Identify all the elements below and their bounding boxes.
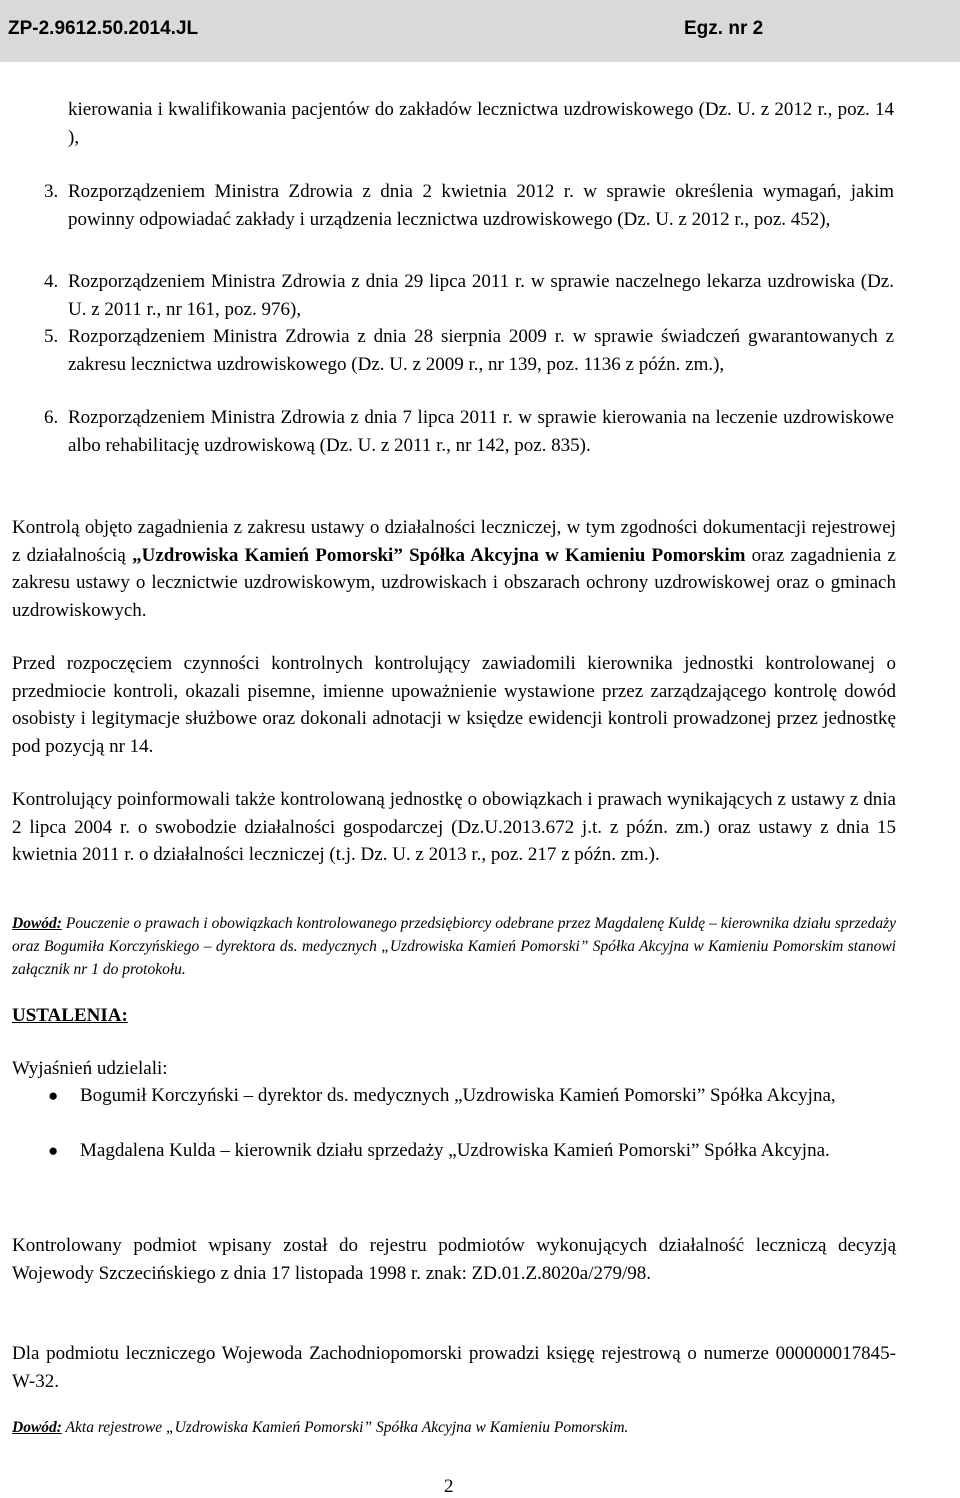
heading-text: USTALENIA: [12, 1005, 128, 1026]
list-item-number: 6. [44, 407, 59, 428]
paragraph-registry [12, 1232, 896, 1287]
list-item-text: Rozporządzeniem Ministra Zdrowia z dnia 7 lipca 2011 r. w sprawie kierowania na leczenie uzdrowiskowe albo rehabilitację uzdrowiskową (Dz. U. z 2011 r., nr 142, poz. 835). [68, 407, 894, 456]
paragraph-control-start [12, 650, 896, 760]
document-reference: ZP-2.9612.50.2014.JL [8, 18, 199, 39]
list-item-number: 5. [44, 326, 59, 347]
evidence-label: Dowód: [12, 915, 62, 932]
paragraph-text: Dla podmiotu leczniczego Wojewoda Zachodniopomorski prowadzi księgę rejestrową o numerze 000000017845-W-32. [12, 1343, 896, 1392]
label-text: Wyjaśnień udzielali: [12, 1058, 168, 1079]
list-item [48, 1082, 894, 1110]
paragraph-text: Przed rozpoczęciem czynności kontrolnych kontrolujący zawiadomili kierownika jednostki kontrolowanej o przedmiocie kontroli, okazali pisemne, imienne upoważnienie wystawione przez zarządzającego kontrolę dowód osobisty i legitymacje służbowe oraz dokonali adnotacji w księdze ewidencji kontroli prowadzonej przez jednostkę pod pozycją nr 14. [12, 653, 896, 757]
list-item-text: Magdalena Kulda – kierownik działu sprzedaży „Uzdrowiska Kamień Pomorski” Spółka Akcyjna. [80, 1140, 830, 1161]
page-number: 2 [444, 1476, 454, 1497]
list-item-continuation [68, 96, 894, 151]
bullet-icon: ● [48, 1141, 59, 1160]
findings-heading [12, 1002, 896, 1030]
evidence-text: Pouczenie o prawach i obowiązkach kontrolowanego przedsiębiorcy odebrane przez Magdalenę Kuldę – kierownika działu sprzedaży oraz Bogumiła Korczyńskiego – dyrektora ds. medycznych „Uzdrowiska Kamień Pomorski” Spółka Akcyjna w Kamieniu Pomorskim stanowi załącznik nr 1 do protokołu. [12, 915, 896, 978]
paragraph-control-scope [12, 514, 896, 624]
list-item-text: Rozporządzeniem Ministra Zdrowia z dnia 28 sierpnia 2009 r. w sprawie świadczeń gwarantowanych z zakresu lecznictwa uzdrowiskowego (Dz. U. z 2009 r., nr 139, poz. 1136 z późn. zm.), [68, 326, 894, 375]
list-item [48, 1137, 894, 1165]
list-item-text: Rozporządzeniem Ministra Zdrowia z dnia 2 kwietnia 2012 r. w sprawie określenia wymagań, jakim powinny odpowiadać zakłady i urządzenia lecznictwa uzdrowiskowego (Dz. U. z 2012 r., poz. 452), [68, 181, 894, 230]
bullet-icon: ● [48, 1086, 59, 1105]
explanations-label [12, 1055, 896, 1083]
paragraph-text: oraz zagadnienia z zakresu ustawy o lecznictwie uzdrowiskowym, uzdrowiskach i obszarach ochrony uzdrowiskowej oraz o gminach uzdrowiskowych. [12, 544, 896, 621]
list-item [44, 404, 894, 459]
entity-name: „Uzdrowiska Kamień Pomorski” Spółka Akcyjna w Kamieniu Pomorskim [132, 544, 746, 566]
list-item-text: kierowania i kwalifikowania pacjentów do zakładów lecznictwa uzdrowiskowego (Dz. U. z 2012 r., poz. 14 ), [68, 99, 894, 148]
paragraph-register-book [12, 1340, 896, 1395]
page-header [0, 0, 960, 62]
list-item-text: Bogumił Korczyński – dyrektor ds. medycznych „Uzdrowiska Kamień Pomorski” Spółka Akcyjna, [80, 1085, 836, 1106]
list-item [44, 268, 894, 323]
paragraph-text: Kontrolujący poinformowali także kontrolowaną jednostkę o obowiązkach i prawach wynikających z ustawy z dnia 2 lipca 2004 r. o swobodzie działalności gospodarczej (Dz.U.2013.672 j.t. z późn. zm.) oraz ustawy z dnia 15 kwietnia 2011 r. o działalności leczniczej (t.j. Dz. U. z 2013 r., poz. 217 z późn. zm.). [12, 789, 896, 865]
evidence-text: Akta rejestrowe „Uzdrowiska Kamień Pomorski” Spółka Akcyjna w Kamieniu Pomorskim. [61, 1419, 629, 1436]
evidence-label: Dowód: [12, 1419, 62, 1436]
list-item [44, 323, 894, 378]
paragraph-text: Kontrolą objęto zagadnienia z zakresu ustawy o działalności leczniczej, w tym zgodności dokumentacji rejestrowej z działalnością [12, 517, 896, 566]
evidence-note [12, 912, 896, 981]
copy-number: Egz. nr 2 [684, 18, 764, 39]
list-item-number: 4. [44, 271, 59, 292]
list-item-number: 3. [44, 181, 59, 202]
paragraph-inform [12, 786, 896, 869]
paragraph-text: Kontrolowany podmiot wpisany został do rejestru podmiotów wykonujących działalność leczniczą decyzją Wojewody Szczecińskiego z dnia 17 listopada 1998 r. znak: ZD.01.Z.8020a/279/98. [12, 1235, 896, 1284]
evidence-note [12, 1416, 896, 1439]
list-item-text: Rozporządzeniem Ministra Zdrowia z dnia 29 lipca 2011 r. w sprawie naczelnego lekarza uzdrowiska (Dz. U. z 2011 r., nr 161, poz. 976), [68, 271, 894, 320]
list-item [44, 178, 894, 233]
